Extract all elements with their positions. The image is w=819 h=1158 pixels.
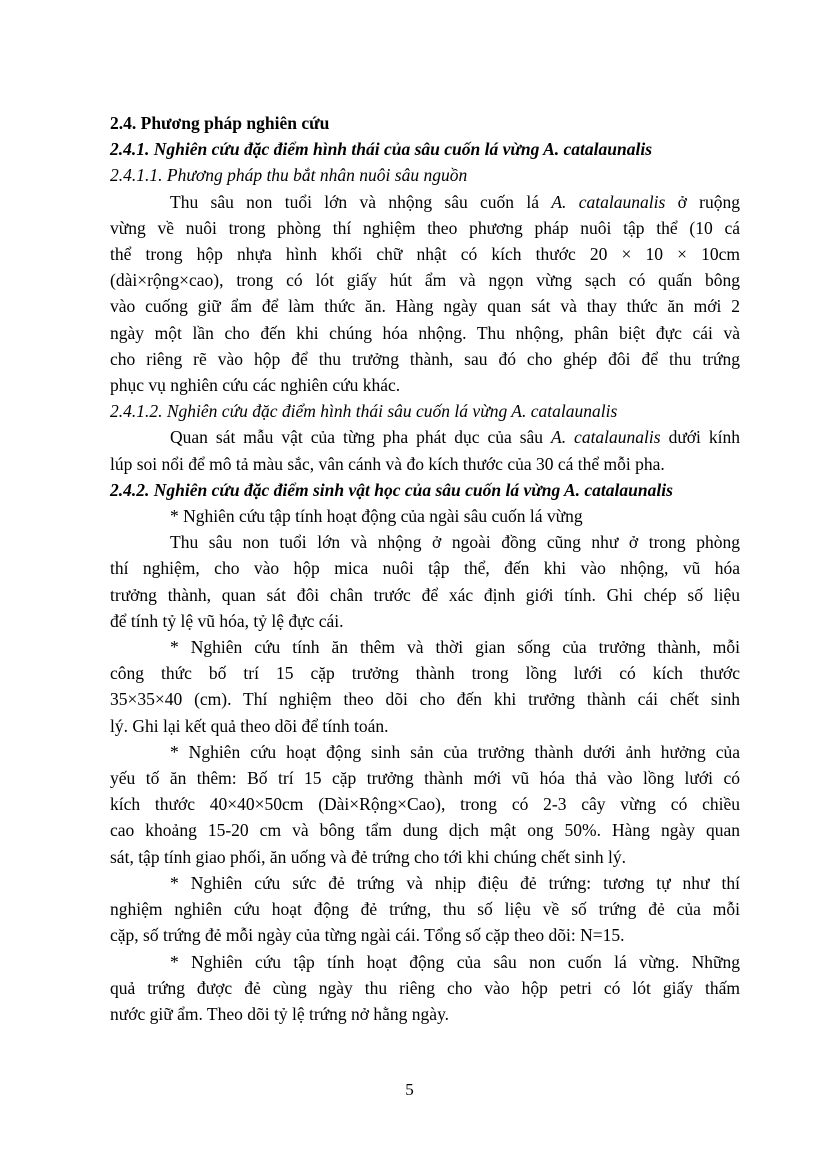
species-name: A. catalaunalis — [551, 191, 666, 212]
text-run: ở ruộng — [665, 191, 740, 212]
paragraph-line: yếu tố ăn thêm: Bố trí 15 cặp trưởng thành mới vũ hóa thả vào lồng lưới có — [110, 768, 740, 789]
paragraph-larva-behavior — [110, 949, 740, 1028]
paragraph-line: trưởng thành, quan sát đôi chân trước để xác định giới tính. Ghi chép số liệu — [110, 584, 740, 605]
paragraph-line: (dài×rộng×cao), trong có lót giấy hút ẩm và ngọn vừng sạch có quấn bông — [110, 270, 740, 291]
paragraph-line: cho riêng rẽ vào hộp để thu trưởng thành, sau đó cho ghép đôi để thu trứng — [110, 348, 740, 369]
paragraph-line — [110, 424, 740, 450]
page-content — [110, 110, 740, 1027]
paragraph-line: cặp, số trứng đẻ mỗi ngày của từng ngài cái. Tổng số cặp theo dõi: N=15. — [110, 925, 625, 946]
paragraph-line: ngày một lần cho đến khi chúng hóa nhộng. Thu nhộng, phân biệt đực cái và — [110, 322, 740, 343]
paragraph-line: * Nghiên cứu hoạt động sinh sản của trưởng thành dưới ảnh hưởng của — [170, 741, 740, 762]
paragraph-line: * Nghiên cứu sức đẻ trứng và nhịp điệu đẻ trứng: tương tự như thí — [170, 872, 740, 893]
paragraph-line: vào cuống giữ ẩm để làm thức ăn. Hàng ngày quan sát và thay thức ăn mới 2 — [110, 296, 740, 317]
paragraph-line: nghiệm nghiên cứu hoạt động đẻ trứng, thu số liệu về số trứng đẻ của mỗi — [110, 899, 740, 920]
paragraph-line: phục vụ nghiên cứu các nghiên cứu khác. — [110, 375, 401, 396]
paragraph-moth-behavior: * Nghiên cứu tập tính hoạt động của ngài sâu cuốn lá vừng — [170, 506, 583, 527]
paragraph-line: thể trong hộp nhựa hình khối chữ nhật có kích thước 20 × 10 × 10cm — [110, 244, 740, 265]
section-heading-2-4-1-2: 2.4.1.2. Nghiên cứu đặc điểm hình thái sâu cuốn lá vừng A. catalaunalis — [110, 401, 618, 422]
text-run: Thu sâu non tuổi lớn và nhộng sâu cuốn lá — [170, 191, 552, 212]
paragraph-line: nước giữ ẩm. Theo dõi tỷ lệ trứng nở hằng ngày. — [110, 1003, 450, 1024]
paragraph-emergence — [110, 529, 740, 634]
paragraph-fecundity — [110, 870, 740, 949]
paragraph-line: lúp soi nổi để mô tả màu sắc, vân cánh và đo kích thước của 30 cá thể mỗi pha. — [110, 453, 665, 474]
paragraph-line: công thức bố trí 15 cặp trưởng thành trong lồng lưới có kích thước — [110, 663, 740, 684]
paragraph-line: vừng về nuôi trong phòng thí nghiệm theo phương pháp nuôi tập thể (10 cá — [110, 217, 740, 238]
text-run: Quan sát mẫu vật của từng pha phát dục của sâu — [170, 427, 552, 448]
paragraph-line: lý. Ghi lại kết quả theo dõi để tính toán. — [110, 715, 389, 736]
paragraph-feeding-longevity — [110, 634, 740, 739]
paragraph-line: quả trứng được đẻ cùng ngày thu riêng cho vào hộp petri có lót giấy thấm — [110, 977, 740, 998]
paragraph-line: thí nghiệm, cho vào hộp mica nuôi tập thể, đến khi vào nhộng, vũ hóa — [110, 558, 740, 579]
section-heading-2-4-1-1: 2.4.1.1. Phương pháp thu bắt nhân nuôi sâu nguồn — [110, 165, 468, 186]
paragraph-line: cao khoảng 15-20 cm và bông tẩm dung dịch mật ong 50%. Hàng ngày quan — [110, 820, 740, 841]
paragraph-reproduction — [110, 739, 740, 870]
paragraph-line: * Nghiên cứu tập tính hoạt động của sâu non cuốn lá vừng. Những — [170, 951, 740, 972]
paragraph-line — [110, 189, 740, 215]
page-number: 5 — [405, 1080, 414, 1099]
section-heading-2-4-1: 2.4.1. Nghiên cứu đặc điểm hình thái của sâu cuốn lá vừng A. catalaunalis — [110, 139, 653, 160]
text-run: dưới kính — [660, 427, 741, 448]
section-heading-2-4-2: 2.4.2. Nghiên cứu đặc điểm sinh vật học của sâu cuốn lá vừng A. catalaunalis — [110, 479, 673, 500]
paragraph-line: * Nghiên cứu tính ăn thêm và thời gian sống của trưởng thành, mỗi — [170, 637, 740, 658]
paragraph-line: Thu sâu non tuổi lớn và nhộng ở ngoài đồng cũng như ở trong phòng — [170, 532, 740, 553]
paragraph-line: kích thước 40×40×50cm (Dài×Rộng×Cao), trong có 2-3 cây vừng có chiều — [110, 794, 740, 815]
paragraph-line: 35×35×40 (cm). Thí nghiệm theo dõi cho đến khi trưởng thành cái chết sinh — [110, 689, 740, 710]
section-heading-2-4: 2.4. Phương pháp nghiên cứu — [110, 113, 330, 133]
paragraph-morphology — [110, 424, 740, 476]
species-name: A. catalaunalis — [551, 427, 661, 448]
paragraph-collection-method — [110, 189, 740, 399]
paragraph-line: để tính tỷ lệ vũ hóa, tỷ lệ đực cái. — [110, 610, 344, 631]
paragraph-line: sát, tập tính giao phối, ăn uống và đẻ trứng cho tới khi chúng chết sinh lý. — [110, 846, 626, 867]
